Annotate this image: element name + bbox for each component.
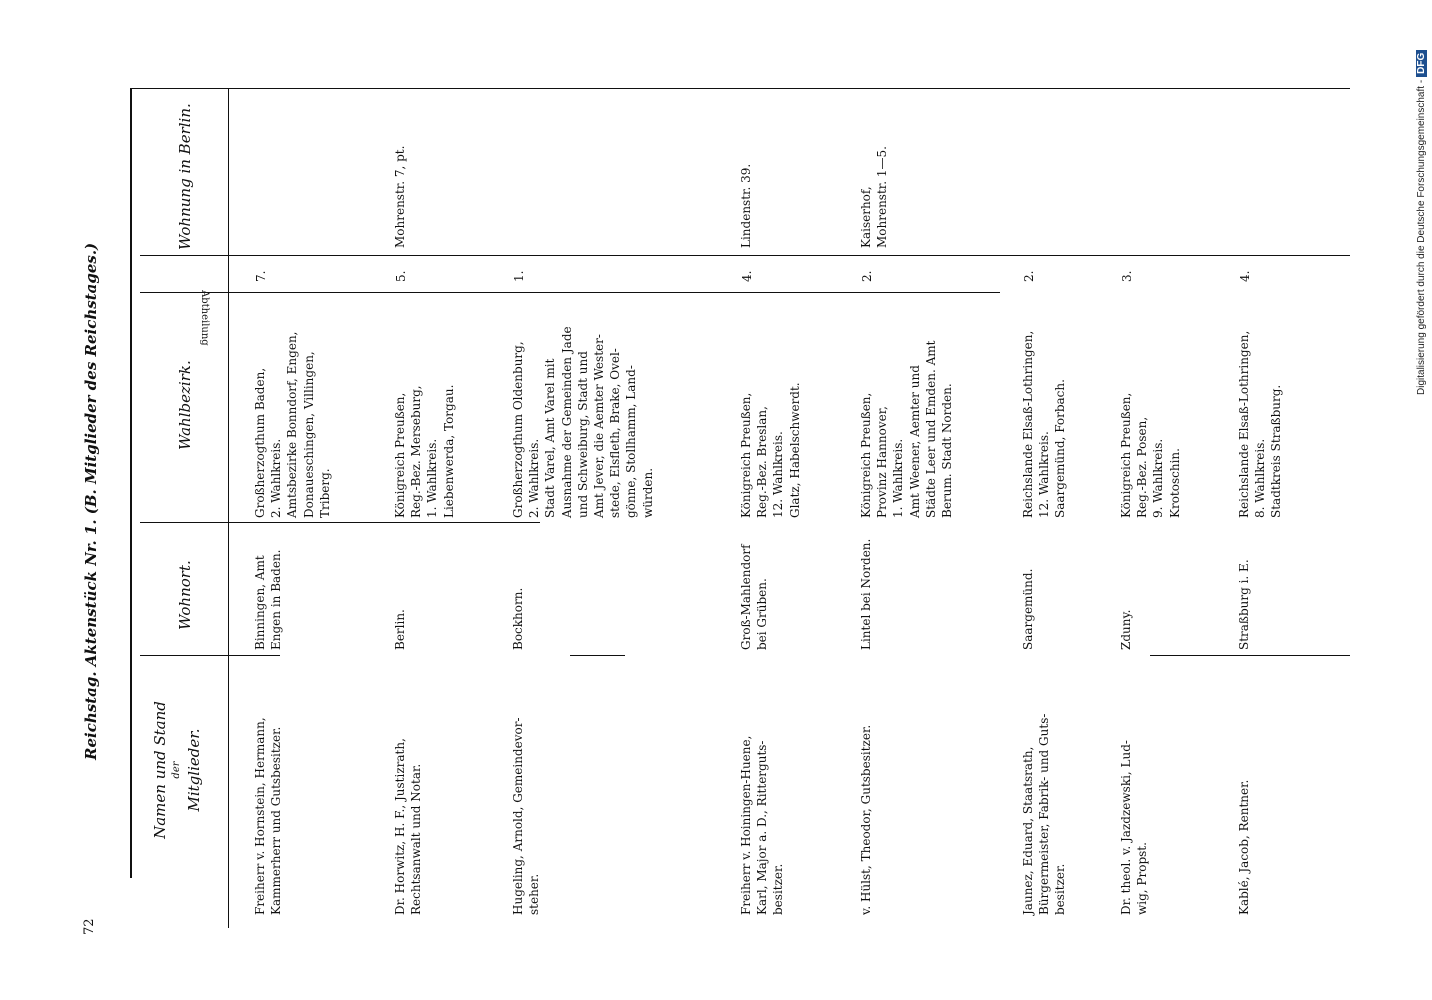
row3-department: 1. xyxy=(512,270,526,282)
header-residence: Wohnort. xyxy=(176,560,194,630)
row8-department: 4. xyxy=(1238,270,1252,282)
row8-district: Reichslande Elsaß-Lothringen, 8. Wahlkreis. Stadtkreis Straßburg. xyxy=(1237,330,1284,518)
header-bottom-rule xyxy=(228,88,229,928)
row1-residence: Binningen, Amt Engen in Baden. xyxy=(253,549,284,650)
row2-name: Dr. Horwitz, H. F., Justizrath, Rechtsanwalt und Notar. xyxy=(393,738,424,915)
row2-district: Königreich Preußen, Reg.-Bez. Merseburg, 1. Wahlkreis. Liebenwerda, Torgau. xyxy=(393,384,456,518)
row5-name: v. Hülst, Theodor, Gutsbesitzer. xyxy=(859,724,873,915)
row6-residence: Saargemünd. xyxy=(1021,568,1035,650)
running-head: Reichstag. Aktenstück Nr. 1. (B. Mitglieder des Reichstages.) xyxy=(82,242,100,760)
table-left-rule xyxy=(130,88,132,878)
header-district: Wahlbezirk. xyxy=(176,360,194,450)
row5-district: Königreich Preußen, Provinz Hannover, 1. Wahlkreis. Amt Weener, Aemter und Städte Leer und Emden. Amt Berum. Stadt Norden. xyxy=(859,340,954,518)
row8-residence: Straßburg i. E. xyxy=(1237,559,1251,650)
row6-name: Jaunez, Eduard, Staatsrath, Bürgermeister, Fabrik- und Guts- besitzer. xyxy=(1021,713,1068,915)
row6-department: 2. xyxy=(1022,270,1036,282)
row4-district: Königreich Preußen, Reg.-Bez. Breslan, 12. Wahlkreis. Glatz, Habelschwerdt. xyxy=(739,382,802,518)
row3-residence: Bockhorn. xyxy=(511,587,525,650)
row5-residence: Lintel bei Norden. xyxy=(859,538,873,650)
row2-residence: Berlin. xyxy=(393,609,407,650)
row7-name: Dr. theol. v. Jazdzewski, Lud- wig, Propst. xyxy=(1119,740,1150,915)
header-department: Abtheilung xyxy=(199,290,210,346)
row4-berlin: Lindenstr. 39. xyxy=(739,163,753,248)
header-berlin: Wohnung in Berlin. xyxy=(176,103,194,250)
row5-department: 2. xyxy=(860,270,874,282)
header-names: Namen und Stand der Mitglieder. xyxy=(151,701,203,839)
rule-top xyxy=(130,88,1350,89)
row5-berlin: Kaiserhof, Mohrenstr. 1—5. xyxy=(859,146,890,248)
row8-name: Kablé, Jacob, Rentner. xyxy=(1237,779,1251,915)
row2-berlin: Mohrenstr. 7, pt. xyxy=(393,145,407,248)
row7-residence: Zduny. xyxy=(1119,609,1133,650)
row1-name: Freiherr v. Hornstein, Hermann, Kammerherr und Gutsbesitzer. xyxy=(253,717,284,915)
row4-residence: Groß-Mahlendorf bei Grüben. xyxy=(739,544,770,650)
page-number: 72 xyxy=(82,918,97,935)
row7-department: 3. xyxy=(1120,270,1134,282)
row1-district: Großherzogthum Baden, 2. Wahlkreis. Amtsbezirke Bonndorf, Engen, Donaueschingen, Villingen, Triberg. xyxy=(253,331,332,518)
row4-name: Freiherr v. Hoiningen-Huene, Karl, Major a. D., Ritterguts- besitzer. xyxy=(739,735,786,915)
row7-district: Königreich Preußen, Reg.-Bez. Posen, 9. Wahlkreis. Krotoschin. xyxy=(1119,392,1182,518)
row1-department: 7. xyxy=(254,270,268,282)
row6-district: Reichslande Elsaß-Lothringen, 12. Wahlkreis. Saargemünd, Forbach. xyxy=(1021,330,1068,518)
col-rule-department xyxy=(140,255,1350,256)
col-rule-district xyxy=(140,292,1000,293)
col-rule-residence xyxy=(140,522,540,523)
dfg-credit xyxy=(1416,50,1427,395)
sep-names-residence xyxy=(228,655,1348,656)
row4-department: 4. xyxy=(740,270,754,282)
credit-text: Digitalisierung gefördert durch die Deutsche Forschungsgemeinschaft - xyxy=(1416,79,1427,395)
row3-district: Großherzogthum Oldenburg, 2. Wahlkreis. Stadt Varel, Amt Varel mit Ausnahme der Gemeinden Jade und Schweiburg, Stadt und Amt Jever, die Aemter Wester- stede, Elsfleth, Brake, Ovel- gönne, Stollhamm, Land- würden. xyxy=(511,326,655,518)
dfg-logo: DFG xyxy=(1416,50,1427,77)
row2-department: 5. xyxy=(394,270,408,282)
row3-name: Hugeling, Arnold, Gemeindevor- steher. xyxy=(511,717,542,915)
